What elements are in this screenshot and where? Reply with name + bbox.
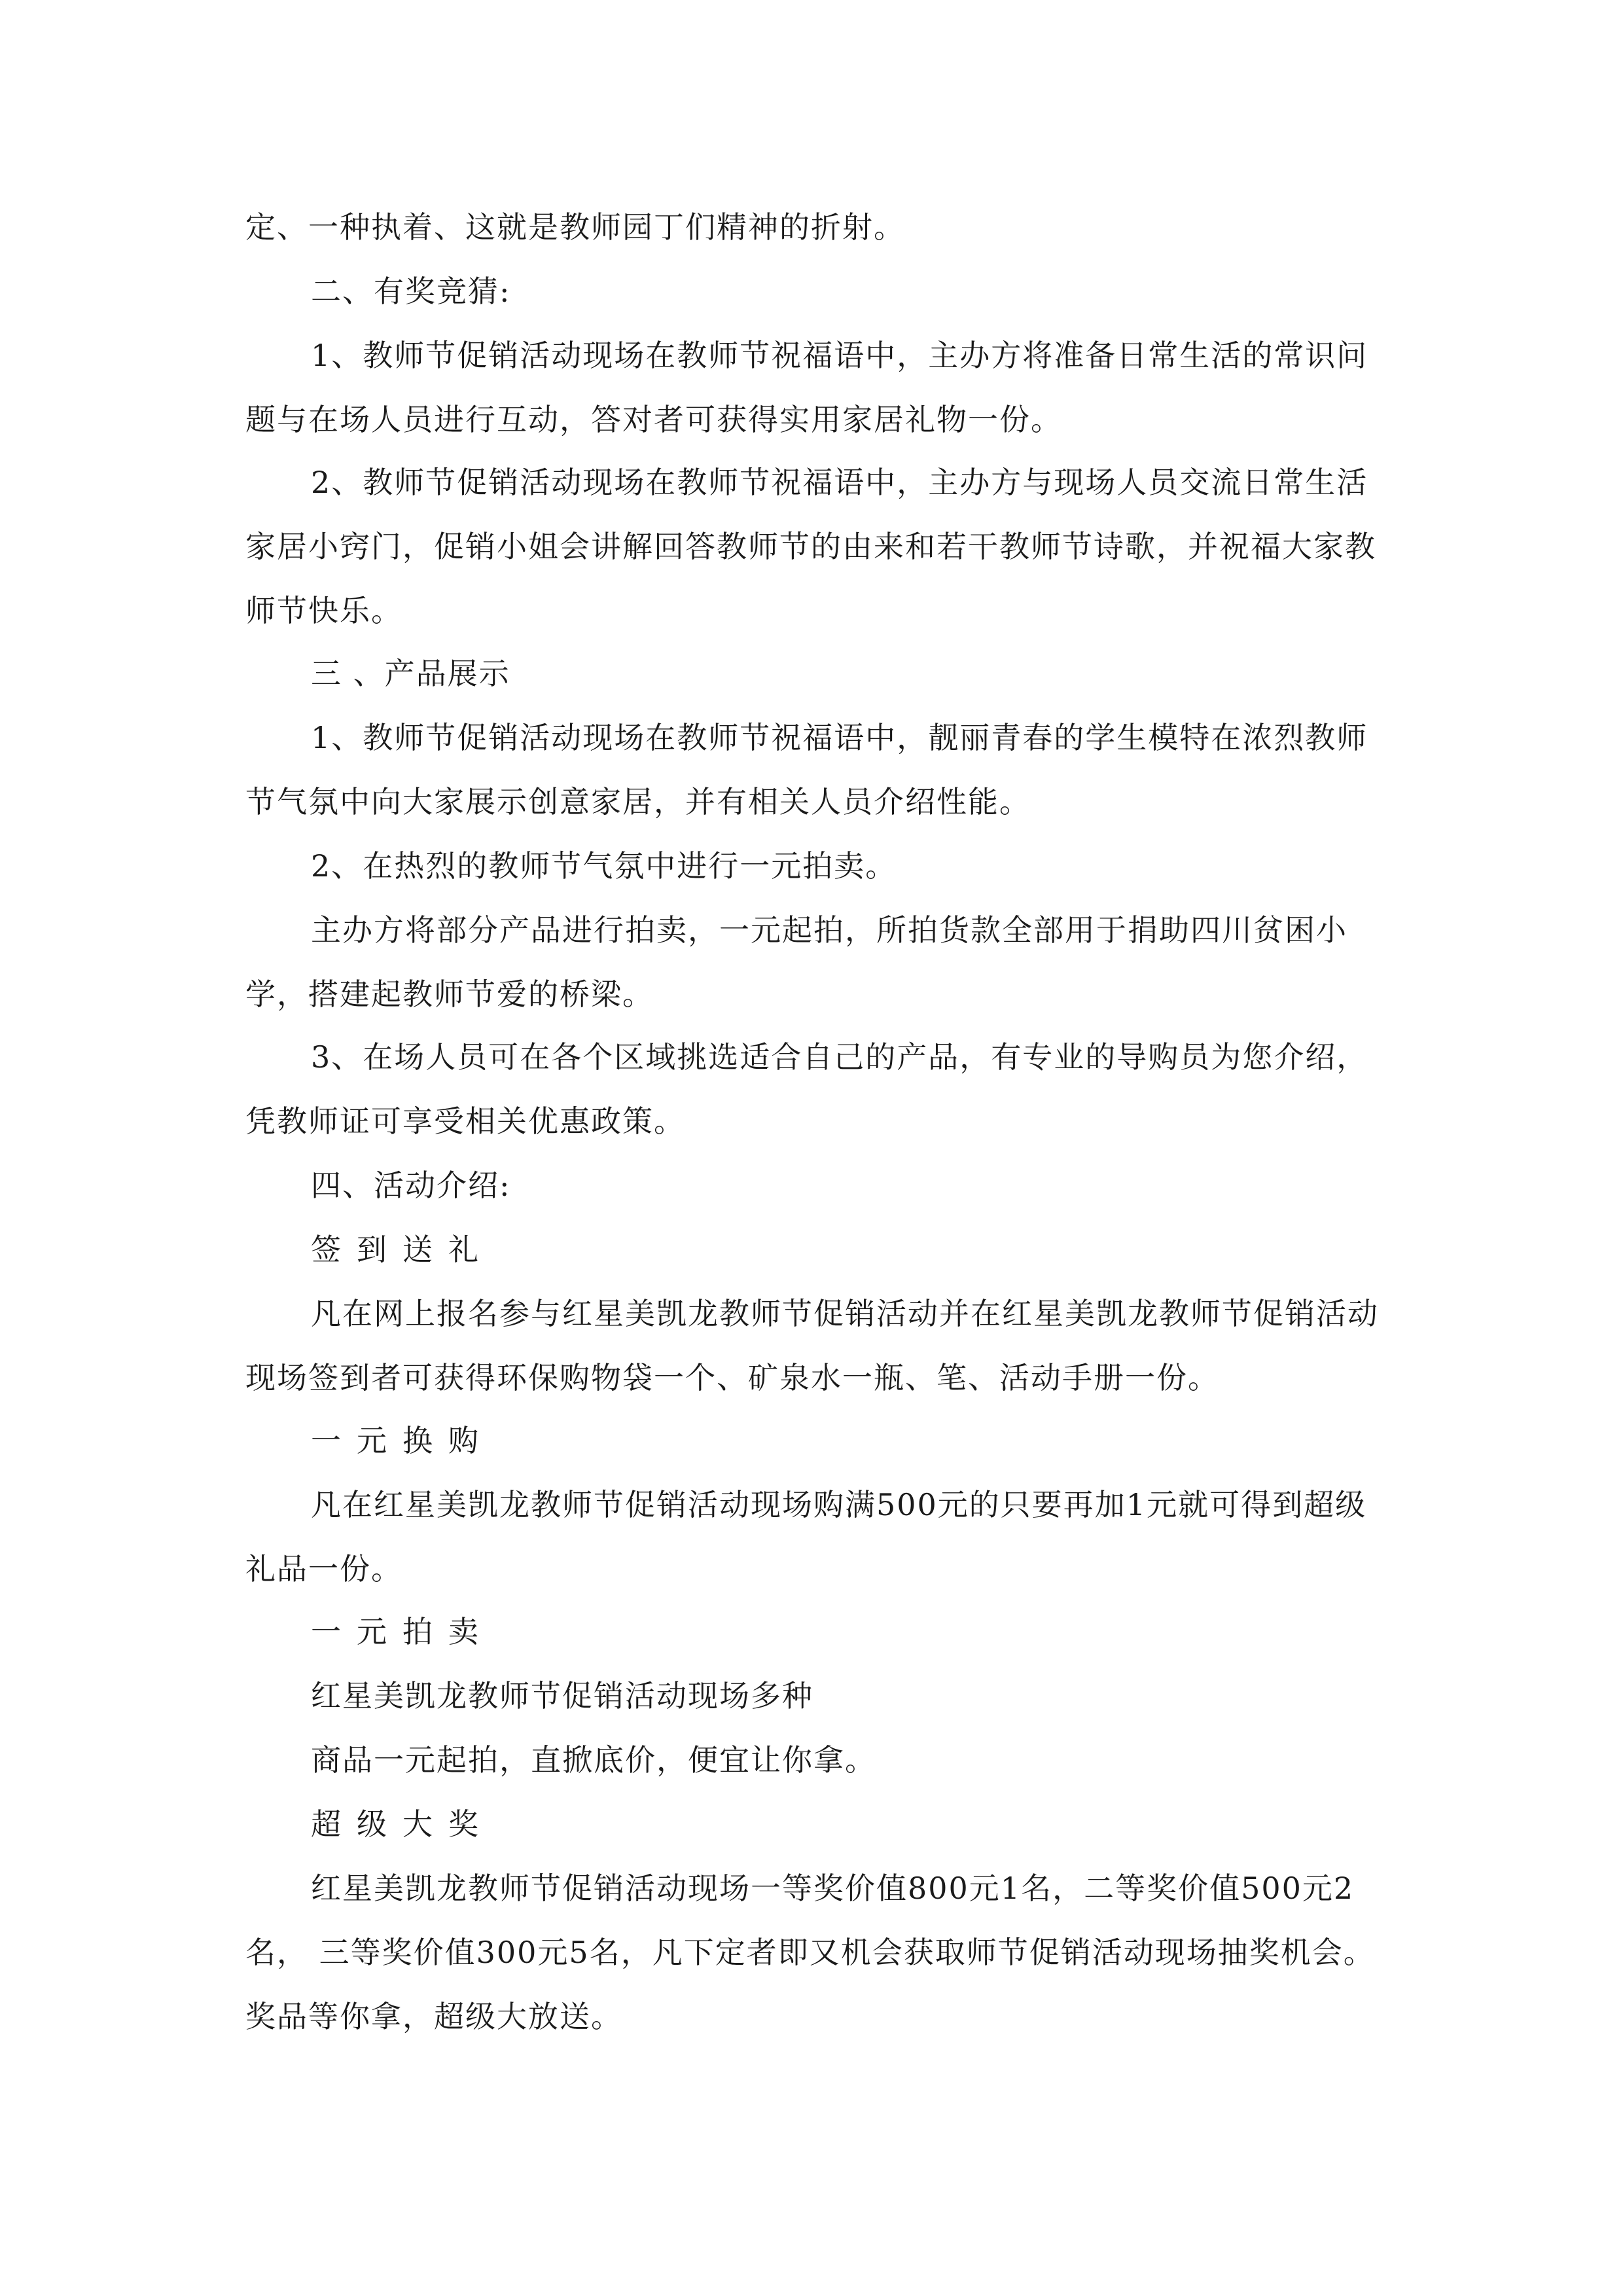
section-heading-activities: 四、活动介绍: bbox=[311, 1168, 511, 1203]
paragraph-continuation: 定、一种执着、这就是教师园丁们精神的折射。 bbox=[245, 209, 905, 245]
paragraph-one-yuan-exchange: 凡在红星美凯龙教师节促销活动现场购满500元的只要再加1元就可得到超级礼品一份。 bbox=[245, 1487, 1367, 1587]
section-heading-quiz: 二、有奖竞猜: bbox=[311, 274, 511, 309]
paragraph-auction: 主办方将部分产品进行拍卖，一元起拍，所拍货款全部用于捐助四川贫困小学，搭建起教师节爱的桥梁。 bbox=[245, 912, 1347, 1012]
paragraph-auction-line-2: 商品一元起拍，直掀底价，便宜让你拿。 bbox=[311, 1742, 876, 1778]
paragraph-grand-prize: 红星美凯龙教师节促销活动现场一等奖价值800元1名，二等奖价值500元2名， 三等奖价值300元5名，凡下定者即又机会获取师节促销活动现场抽奖机会。奖品等你拿，超级大放送。 bbox=[245, 1871, 1375, 2034]
paragraph-products-3: 3、在场人员可在各个区域挑选适合自己的产品，有专业的导购员为您介绍，凭教师证可享受相关优惠政策。 bbox=[245, 1039, 1368, 1139]
subheading-grand-prize: 超级大奖 bbox=[311, 1806, 494, 1842]
subheading-sign-in-gift: 签到送礼 bbox=[311, 1232, 494, 1267]
paragraph-auction-line-1: 红星美凯龙教师节促销活动现场多种 bbox=[311, 1678, 813, 1713]
paragraph-products-2: 2、在热烈的教师节气氛中进行一元拍卖。 bbox=[311, 848, 897, 884]
section-heading-products: 三 、产品展示 bbox=[311, 656, 510, 691]
subheading-one-yuan-auction: 一元拍卖 bbox=[311, 1614, 494, 1649]
paragraph-sign-in-gift: 凡在网上报名参与红星美凯龙教师节促销活动并在红星美凯龙教师节促销活动现场签到者可获得环保购物袋一个、矿泉水一瓶、笔、活动手册一份。 bbox=[245, 1296, 1379, 1395]
paragraph-quiz-2: 2、教师节促销活动现场在教师节祝福语中，主办方与现场人员交流日常生活家居小窍门，促销小姐会讲解回答教师节的由来和若干教师节诗歌，并祝福大家教师节快乐。 bbox=[245, 465, 1376, 628]
subheading-one-yuan-exchange: 一元换购 bbox=[311, 1423, 494, 1458]
paragraph-quiz-1: 1、教师节促销活动现场在教师节祝福语中，主办方将准备日常生活的常识问题与在场人员进行互动，答对者可获得实用家居礼物一份。 bbox=[245, 338, 1368, 437]
paragraph-products-1: 1、教师节促销活动现场在教师节祝福语中，靓丽青春的学生模特在浓烈教师节气氛中向大家展示创意家居，并有相关人员介绍性能。 bbox=[245, 720, 1368, 819]
